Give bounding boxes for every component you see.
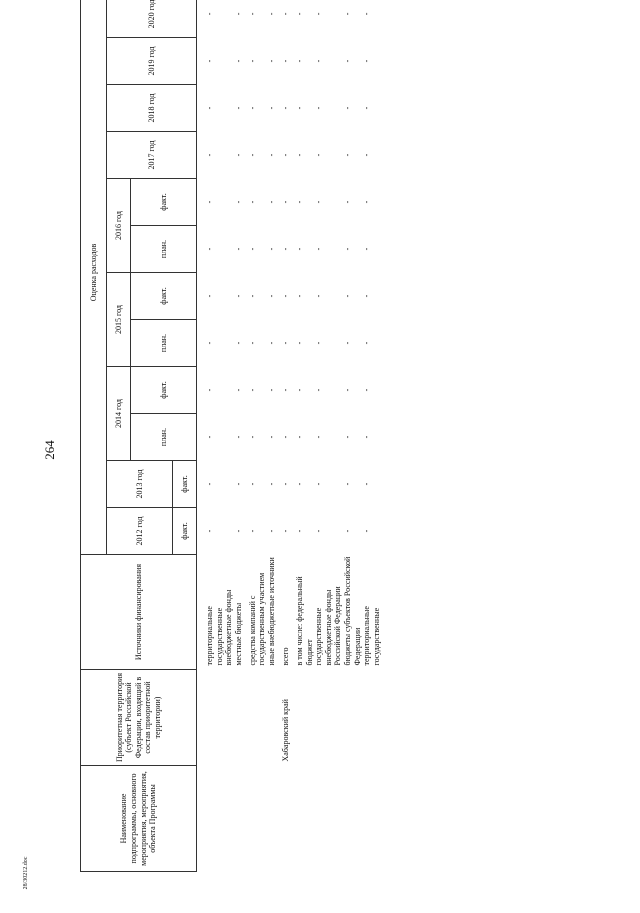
cell-value: -	[247, 341, 257, 345]
cell-value: -	[342, 153, 352, 157]
cell-name	[343, 766, 362, 872]
cell-value: -	[314, 482, 324, 486]
cell-value: -	[205, 482, 214, 486]
cell-source: местные бюджеты	[233, 602, 243, 666]
header-2013-fact: факт.	[173, 461, 197, 508]
cell-value: -	[294, 59, 304, 63]
cell-value: -	[280, 341, 290, 345]
cell-value: -	[266, 294, 276, 298]
cell-value: -	[247, 153, 257, 157]
cell-value: -	[280, 247, 290, 251]
cell-value: -	[247, 482, 257, 486]
cell-value: -	[205, 106, 214, 110]
cell-value: -	[247, 529, 257, 533]
cell-name	[248, 766, 267, 872]
cell-value: -	[342, 388, 352, 392]
cell-value: -	[266, 106, 276, 110]
rotated-table-stage	[80, 0, 560, 872]
cell-value: -	[314, 247, 324, 251]
header-2012: 2012 год	[107, 508, 173, 555]
cell-value: -	[362, 12, 372, 16]
header-2016-fact: факт.	[131, 179, 197, 226]
cell-value: -	[205, 388, 214, 392]
cell-value: -	[362, 247, 372, 251]
cell-value: -	[247, 435, 257, 439]
cell-value: -	[233, 435, 243, 439]
cell-value: -	[205, 59, 214, 63]
table-row	[248, 0, 267, 872]
cell-value: -	[233, 106, 243, 110]
cell-value: -	[342, 294, 352, 298]
cell-territory	[234, 670, 248, 766]
cell-value: -	[205, 200, 214, 204]
cell-value: -	[294, 247, 304, 251]
header-2016-plan: план.	[131, 226, 197, 273]
table-row	[295, 0, 314, 872]
header-source: Источники финансирования	[81, 555, 197, 670]
header-2019: 2019 год	[107, 38, 197, 85]
cell-value: -	[280, 200, 290, 204]
cell-value: -	[205, 153, 214, 157]
cell-value: -	[362, 106, 372, 110]
cell-value: -	[280, 435, 290, 439]
cell-value: -	[294, 12, 304, 16]
cell-value: -	[247, 388, 257, 392]
cell-value: -	[233, 12, 243, 16]
cell-territory	[314, 670, 343, 766]
cell-value: -	[205, 529, 214, 533]
cell-value: -	[266, 482, 276, 486]
cell-value: -	[233, 200, 243, 204]
cell-territory	[248, 670, 267, 766]
cell-value: -	[280, 12, 290, 16]
cell-value: -	[294, 153, 304, 157]
cell-value: -	[342, 59, 352, 63]
header-name: Наименование подпрограммы, основного мероприятия, мероприятия, объекта Программы	[81, 766, 197, 872]
cell-source: средства компаний с государственным участием	[247, 572, 267, 666]
footer-document-code: 28/30212.doc	[23, 856, 29, 890]
header-2018: 2018 год	[107, 85, 197, 132]
cell-value: -	[266, 341, 276, 345]
cell-value: -	[205, 435, 214, 439]
header-2017: 2017 год	[107, 132, 197, 179]
cell-territory	[197, 670, 234, 766]
cell-source: государственные внебюджетные фонды Российской Федерации	[314, 586, 343, 666]
cell-value: -	[314, 153, 324, 157]
cell-value: -	[266, 388, 276, 392]
cell-value: -	[314, 200, 324, 204]
cell-value: -	[362, 59, 372, 63]
cell-value: -	[294, 200, 304, 204]
cell-value: -	[362, 388, 372, 392]
cell-value: -	[280, 388, 290, 392]
cell-territory	[295, 670, 314, 766]
table-body	[197, 0, 382, 872]
cell-value: -	[294, 482, 304, 486]
cell-territory	[343, 670, 362, 766]
cell-value: -	[280, 153, 290, 157]
table-row	[267, 0, 281, 872]
cell-value: -	[342, 247, 352, 251]
cell-value: -	[233, 294, 243, 298]
cell-value: -	[205, 12, 214, 16]
cell-value: -	[247, 12, 257, 16]
cell-value: -	[314, 12, 324, 16]
cell-value: -	[247, 247, 257, 251]
cell-value: -	[362, 529, 372, 533]
header-2016: 2016 год	[107, 179, 131, 273]
cell-name	[197, 766, 234, 872]
header-2014-fact: факт.	[131, 367, 197, 414]
header-2020: 2020 год	[107, 0, 197, 38]
cell-value: -	[342, 529, 352, 533]
cell-value: -	[233, 482, 243, 486]
table-row	[314, 0, 343, 872]
cell-source: в том числе: федеральный бюджет	[294, 576, 314, 666]
cell-value: -	[233, 59, 243, 63]
cell-value: -	[205, 341, 214, 345]
cell-value: -	[342, 482, 352, 486]
cell-value: -	[362, 294, 372, 298]
header-estimate: Оценка расходов	[81, 0, 107, 555]
cell-value: -	[342, 106, 352, 110]
cell-value: -	[233, 388, 243, 392]
cell-value: -	[205, 294, 214, 298]
cell-value: -	[233, 153, 243, 157]
cell-value: -	[266, 200, 276, 204]
cell-value: -	[342, 12, 352, 16]
cell-value: -	[294, 388, 304, 392]
cell-name	[362, 766, 381, 872]
cell-value: -	[362, 435, 372, 439]
cell-value: -	[205, 247, 214, 251]
page-number: 264	[42, 440, 57, 460]
cell-value: -	[233, 247, 243, 251]
cell-value: -	[294, 106, 304, 110]
cell-source: иные внебюджетные источники	[266, 557, 276, 666]
table-row	[343, 0, 362, 872]
cell-value: -	[233, 529, 243, 533]
cell-name	[267, 766, 281, 872]
header-territory: Приоритетная территория (субъект Российской Федерации, входящий в состав приоритетной территории)	[81, 670, 197, 766]
cell-territory	[267, 670, 281, 766]
cell-source: всего	[280, 647, 290, 666]
cell-value: -	[294, 529, 304, 533]
cell-value: -	[247, 106, 257, 110]
header-2015-plan: план.	[131, 320, 197, 367]
table-row	[362, 0, 381, 872]
expenditure-table	[80, 0, 381, 872]
cell-value: -	[280, 294, 290, 298]
cell-value: -	[314, 341, 324, 345]
cell-name	[295, 766, 314, 872]
cell-value: -	[266, 435, 276, 439]
cell-value: -	[247, 59, 257, 63]
cell-value: -	[280, 529, 290, 533]
cell-value: -	[280, 59, 290, 63]
cell-value: -	[266, 59, 276, 63]
cell-value: -	[314, 294, 324, 298]
cell-territory: Хабаровский край	[280, 699, 290, 762]
cell-value: -	[266, 529, 276, 533]
cell-value: -	[280, 106, 290, 110]
cell-value: -	[247, 200, 257, 204]
cell-value: -	[266, 247, 276, 251]
cell-value: -	[280, 482, 290, 486]
cell-value: -	[362, 153, 372, 157]
header-2015: 2015 год	[107, 273, 131, 367]
table-row	[234, 0, 248, 872]
cell-value: -	[362, 482, 372, 486]
cell-name	[234, 766, 248, 872]
cell-name	[314, 766, 343, 872]
header-2012-fact: факт.	[173, 508, 197, 555]
cell-value: -	[342, 435, 352, 439]
cell-value: -	[266, 12, 276, 16]
cell-value: -	[294, 341, 304, 345]
cell-value: -	[362, 200, 372, 204]
cell-value: -	[314, 59, 324, 63]
cell-value: -	[314, 529, 324, 533]
cell-value: -	[294, 294, 304, 298]
cell-value: -	[314, 435, 324, 439]
cell-source: территориальные государственные	[362, 606, 381, 666]
cell-source: бюджеты субъектов Российской Федерации	[342, 556, 362, 666]
cell-value: -	[294, 435, 304, 439]
cell-value: -	[342, 200, 352, 204]
cell-value: -	[247, 294, 257, 298]
cell-value: -	[362, 341, 372, 345]
cell-name	[281, 766, 295, 872]
cell-value: -	[233, 341, 243, 345]
header-2014: 2014 год	[107, 367, 131, 461]
header-2015-fact: факт.	[131, 273, 197, 320]
cell-value: -	[342, 341, 352, 345]
cell-source: территориальные государственные внебюджетные фонды	[205, 589, 234, 666]
table-row	[281, 0, 295, 872]
cell-value: -	[314, 106, 324, 110]
header-2014-plan: план.	[131, 414, 197, 461]
table-row	[197, 0, 234, 872]
cell-value: -	[266, 153, 276, 157]
header-2013: 2013 год	[107, 461, 173, 508]
cell-value: -	[314, 388, 324, 392]
cell-territory	[362, 670, 381, 766]
